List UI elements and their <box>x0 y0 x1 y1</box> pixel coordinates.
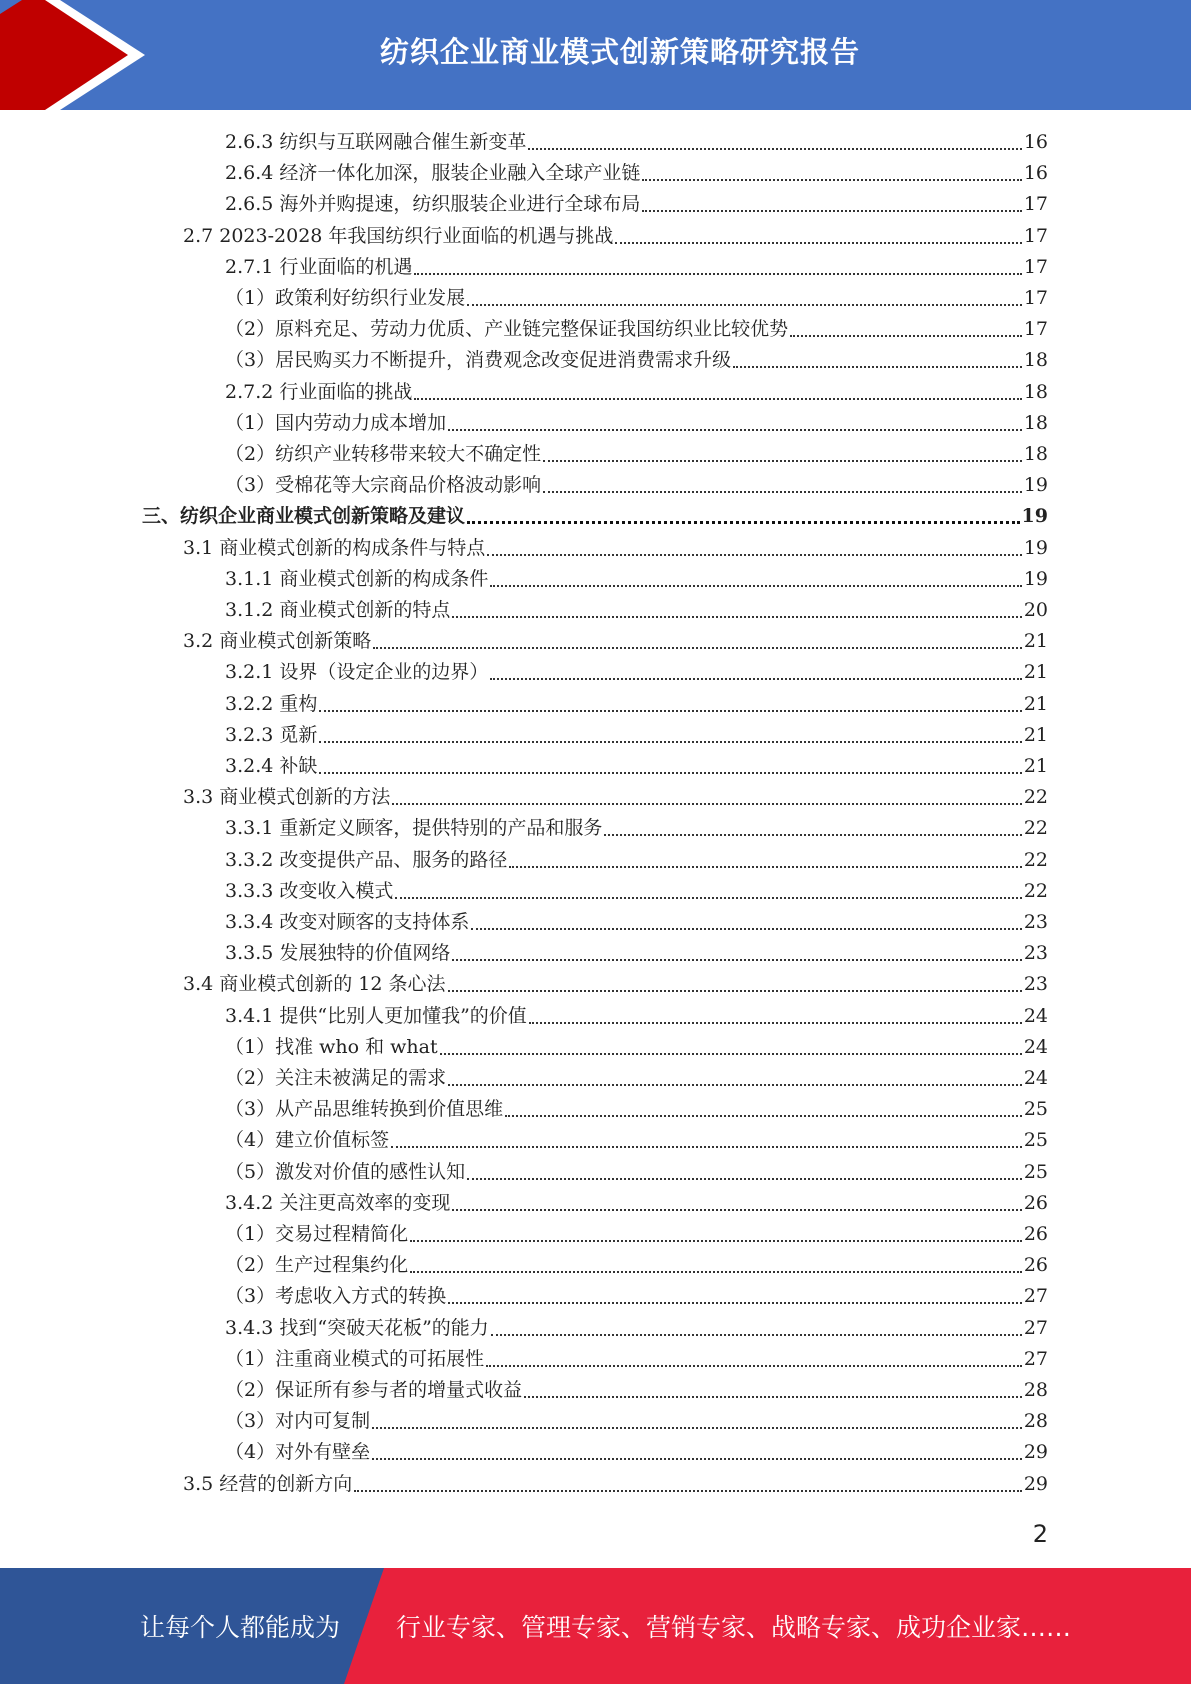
toc-leader-dots <box>391 1146 1022 1148</box>
toc-leader-dots <box>509 866 1021 868</box>
toc-entry-page: 24 <box>1023 1035 1048 1058</box>
toc-entry-label: 3.4.3 找到“突破天花板”的能力 <box>225 1316 489 1339</box>
toc-entry-page: 19 <box>1023 474 1048 497</box>
toc-entry-page: 17 <box>1023 287 1048 309</box>
toc-entry-label: （1）政策利好纺织行业发展 <box>225 287 466 309</box>
toc-entry-page: 19 <box>1023 536 1048 559</box>
toc-leader-dots <box>448 429 1022 431</box>
toc-entry-label: 3.1.2 商业模式创新的特点 <box>225 599 451 621</box>
toc-leader-dots <box>372 1458 1022 1460</box>
toc-leader-dots <box>543 460 1022 462</box>
toc-entry-label: 3.4.2 关注更高效率的变现 <box>225 1191 451 1214</box>
toc-leader-dots <box>319 710 1021 712</box>
toc-entry[interactable] <box>225 813 1048 844</box>
toc-entry-label: 3.3.4 改变对顾客的支持体系 <box>225 911 470 933</box>
toc-leader-dots <box>491 1334 1022 1336</box>
toc-entry[interactable] <box>225 751 1048 782</box>
toc-entry-page: 18 <box>1023 411 1048 434</box>
toc-leader-dots <box>414 398 1021 400</box>
toc-entry-label: （1）交易过程精简化 <box>225 1223 409 1245</box>
toc-entry[interactable] <box>225 564 1048 595</box>
toc-entry-label: （3）考虑收入方式的转换 <box>225 1285 447 1308</box>
toc-entry[interactable] <box>225 595 1048 626</box>
toc-entry[interactable] <box>225 1437 1048 1468</box>
toc-entry[interactable] <box>225 1344 1048 1375</box>
toc-entry[interactable] <box>225 408 1048 439</box>
report-title: 纺织企业商业模式创新策略研究报告 <box>379 34 860 69</box>
toc-leader-dots <box>733 366 1022 368</box>
toc-entry-label: 三、纺织企业商业模式创新策略及建议 <box>142 505 466 528</box>
toc-entry-label: 2.6.5 海外并购提速，纺织服装企业进行全球布局 <box>225 193 641 216</box>
toc-entry[interactable] <box>225 876 1048 907</box>
toc-leader-dots <box>452 959 1021 961</box>
toc-entry-page: 21 <box>1023 630 1048 653</box>
toc-entry-label: （3）对内可复制 <box>225 1410 371 1433</box>
toc-entry-label: （5）激发对价值的感性认知 <box>225 1160 466 1183</box>
toc-entry-page: 26 <box>1023 1254 1048 1277</box>
toc-entry[interactable] <box>183 533 1048 564</box>
toc-entry[interactable] <box>225 938 1048 969</box>
toc-leader-dots <box>615 242 1021 244</box>
toc-entry[interactable] <box>225 1406 1048 1437</box>
toc-leader-dots <box>467 304 1022 306</box>
toc-entry[interactable] <box>225 1063 1048 1094</box>
toc-entry[interactable] <box>183 626 1048 657</box>
toc-entry-page: 27 <box>1023 1285 1048 1308</box>
toc-entry-page: 21 <box>1023 661 1048 684</box>
toc-leader-dots <box>395 897 1021 899</box>
toc-entry-label: 3.5 经营的创新方向 <box>183 1472 353 1495</box>
toc-entry[interactable] <box>225 1032 1048 1063</box>
toc-entry[interactable] <box>225 1281 1048 1312</box>
toc-entry-page: 21 <box>1023 755 1048 777</box>
toc-entry-page: 20 <box>1023 599 1048 621</box>
toc-entry-page: 24 <box>1023 1067 1048 1089</box>
page-header <box>0 0 1191 110</box>
toc-entry[interactable] <box>225 1250 1048 1281</box>
toc-leader-dots <box>490 585 1021 587</box>
toc-entry[interactable] <box>225 1313 1048 1344</box>
toc-leader-dots <box>543 491 1022 493</box>
toc-entry[interactable] <box>225 470 1048 501</box>
toc-leader-dots <box>319 741 1021 743</box>
toc-leader-dots <box>490 678 1021 680</box>
toc-leader-dots <box>410 1240 1022 1242</box>
toc-entry[interactable] <box>225 1157 1048 1188</box>
toc-entry[interactable] <box>183 1469 1048 1500</box>
toc-entry-page: 23 <box>1023 911 1048 933</box>
toc-leader-dots <box>440 1053 1022 1055</box>
toc-leader-dots <box>529 1022 1022 1024</box>
toc-entry[interactable] <box>225 1375 1048 1406</box>
toc-leader-dots <box>373 647 1022 649</box>
toc-entry-page: 17 <box>1023 193 1048 216</box>
toc-leader-dots <box>354 1490 1022 1492</box>
toc-entry-label: 3.2.4 补缺 <box>225 755 318 777</box>
toc-leader-dots <box>448 1084 1022 1086</box>
toc-entry-page: 17 <box>1023 224 1048 247</box>
toc-leader-dots <box>642 179 1021 181</box>
toc-entry[interactable] <box>225 657 1048 688</box>
toc-entry-label: （4）建立价值标签 <box>225 1129 390 1152</box>
toc-entry-label: 3.1 商业模式创新的构成条件与特点 <box>183 536 486 559</box>
toc-entry-page: 19 <box>1021 505 1048 528</box>
toc-entry[interactable] <box>225 314 1048 345</box>
toc-entry-label: 2.6.3 纺织与互联网融合催生新变革 <box>225 131 527 153</box>
toc-leader-dots <box>319 772 1021 774</box>
toc-entry-page: 26 <box>1023 1191 1048 1214</box>
toc-entry[interactable] <box>183 969 1048 1000</box>
footer-slogan-right: 行业专家、管理专家、营销专家、战略专家、成功企业家…… <box>396 1613 1072 1642</box>
toc-entry-page: 23 <box>1023 973 1048 996</box>
toc-leader-dots <box>487 554 1022 556</box>
toc-entry-page: 21 <box>1023 692 1048 715</box>
toc-entry[interactable] <box>225 127 1048 158</box>
toc-entry[interactable] <box>142 501 1048 532</box>
toc-entry-page: 17 <box>1023 255 1048 278</box>
toc-entry-label: （2）纺织产业转移带来较大不确定性 <box>225 443 542 465</box>
toc-entry[interactable] <box>225 689 1048 720</box>
toc-entry-label: 3.2.3 觅新 <box>225 723 318 746</box>
toc-leader-dots <box>528 148 1021 150</box>
toc-entry-label: 3.2.2 重构 <box>225 692 318 715</box>
toc-entry-page: 22 <box>1023 848 1048 871</box>
toc-leader-dots <box>414 273 1021 275</box>
toc-entry-label: 3.3.5 发展独特的价值网络 <box>225 942 451 965</box>
toc-entry-page: 17 <box>1023 318 1048 341</box>
toc-entry-page: 28 <box>1023 1410 1048 1433</box>
toc-entry[interactable] <box>225 252 1048 283</box>
toc-entry-label: （3）受棉花等大宗商品价格波动影响 <box>225 474 542 497</box>
toc-entry-label: 3.3.2 改变提供产品、服务的路径 <box>225 848 508 871</box>
toc-leader-dots <box>642 210 1021 212</box>
toc-entry[interactable] <box>225 377 1048 408</box>
toc-entry-page: 16 <box>1023 131 1048 153</box>
toc-entry[interactable] <box>225 1125 1048 1156</box>
toc-leader-dots <box>448 1302 1022 1304</box>
toc-leader-dots <box>790 335 1022 337</box>
toc-entry-label: 3.3.3 改变收入模式 <box>225 879 394 902</box>
toc-entry-label: （3）从产品思维转换到价值思维 <box>225 1098 504 1121</box>
footer-slogan-left: 让每个人都能成为 <box>140 1613 341 1642</box>
toc-leader-dots <box>392 803 1022 805</box>
toc-entry[interactable] <box>225 1219 1048 1250</box>
toc-entry-page: 25 <box>1023 1129 1048 1152</box>
toc-entry-label: 2.7.2 行业面临的挑战 <box>225 380 413 403</box>
toc-leader-dots <box>452 1209 1021 1211</box>
toc-entry[interactable] <box>225 439 1048 470</box>
toc-entry-page: 19 <box>1023 567 1048 590</box>
toc-entry-page: 28 <box>1023 1379 1048 1401</box>
toc-entry-page: 26 <box>1023 1223 1048 1245</box>
toc-entry[interactable] <box>225 720 1048 751</box>
toc-entry-label: （1）注重商业模式的可拓展性 <box>225 1347 485 1370</box>
toc-entry-label: （1）国内劳动力成本增加 <box>225 411 447 434</box>
toc-entry-label: （1）找准 who 和 what <box>225 1035 438 1058</box>
toc-entry-label: （2）关注未被满足的需求 <box>225 1067 447 1089</box>
toc-leader-dots <box>604 834 1021 836</box>
toc-entry-label: 2.7 2023-2028 年我国纺织行业面临的机遇与挑战 <box>183 224 614 247</box>
toc-leader-dots <box>505 1115 1022 1117</box>
toc-entry-page: 25 <box>1023 1098 1048 1121</box>
toc-entry[interactable] <box>225 1001 1048 1032</box>
toc-entry[interactable] <box>225 283 1048 314</box>
toc-entry-label: （3）居民购买力不断提升，消费观念改变促进消费需求升级 <box>225 349 732 372</box>
toc-entry-label: 3.1.1 商业模式创新的构成条件 <box>225 567 489 590</box>
toc-entry-page: 18 <box>1023 443 1048 465</box>
toc-entry-page: 29 <box>1023 1472 1048 1495</box>
toc-entry-page: 16 <box>1023 162 1048 185</box>
page-footer <box>0 1568 1191 1684</box>
toc-leader-dots <box>471 928 1021 930</box>
toc-entry[interactable] <box>225 1188 1048 1219</box>
toc-entry-page: 22 <box>1023 817 1048 840</box>
toc-entry-label: 3.3.1 重新定义顾客，提供特别的产品和服务 <box>225 817 603 840</box>
toc-entry[interactable] <box>225 1094 1048 1125</box>
toc-leader-dots <box>486 1365 1022 1367</box>
toc-entry-label: 2.6.4 经济一体化加深，服装企业融入全球产业链 <box>225 162 641 185</box>
toc-entry-page: 27 <box>1023 1316 1048 1339</box>
toc-leader-dots <box>372 1427 1022 1429</box>
toc-entry-label: （2）原料充足、劳动力优质、产业链完整保证我国纺织业比较优势 <box>225 318 789 341</box>
toc-entry-page: 23 <box>1023 942 1048 965</box>
toc-entry[interactable] <box>183 221 1048 252</box>
toc-entry-page: 24 <box>1023 1004 1048 1027</box>
toc-entry-label: 3.2 商业模式创新策略 <box>183 630 372 653</box>
toc-entry-page: 27 <box>1023 1347 1048 1370</box>
toc-leader-dots <box>524 1396 1022 1398</box>
toc-entry[interactable] <box>225 189 1048 220</box>
toc-entry[interactable] <box>225 845 1048 876</box>
toc-entry-page: 21 <box>1023 723 1048 746</box>
toc-entry-label: 3.4.1 提供“比别人更加懂我”的价值 <box>225 1004 527 1027</box>
toc-entry[interactable] <box>183 782 1048 813</box>
toc-entry-label: 3.2.1 设界（设定企业的边界） <box>225 661 489 684</box>
toc-leader-dots <box>448 990 1022 992</box>
toc-entry[interactable] <box>225 907 1048 938</box>
page-number: 2 <box>1032 1520 1048 1548</box>
toc-entry-page: 25 <box>1023 1160 1048 1183</box>
toc-entry[interactable] <box>225 158 1048 189</box>
toc-entry-label: （2）保证所有参与者的增量式收益 <box>225 1379 523 1401</box>
toc-leader-dots <box>452 616 1021 618</box>
toc-entry-label: 2.7.1 行业面临的机遇 <box>225 255 413 278</box>
toc-entry-label: （4）对外有壁垒 <box>225 1441 371 1464</box>
toc-leader-dots <box>467 521 1020 524</box>
toc-entry[interactable] <box>225 345 1048 376</box>
toc-entry-label: （2）生产过程集约化 <box>225 1254 409 1277</box>
toc-entry-label: 3.3 商业模式创新的方法 <box>183 786 391 809</box>
toc-leader-dots <box>410 1271 1022 1273</box>
toc-entry-page: 22 <box>1023 786 1048 809</box>
toc-entry-label: 3.4 商业模式创新的 12 条心法 <box>183 973 446 996</box>
toc-entry-page: 18 <box>1023 349 1048 372</box>
toc-entry-page: 22 <box>1023 879 1048 902</box>
toc-entry-page: 18 <box>1023 380 1048 403</box>
toc-leader-dots <box>467 1178 1022 1180</box>
toc-entry-page: 29 <box>1023 1441 1048 1464</box>
